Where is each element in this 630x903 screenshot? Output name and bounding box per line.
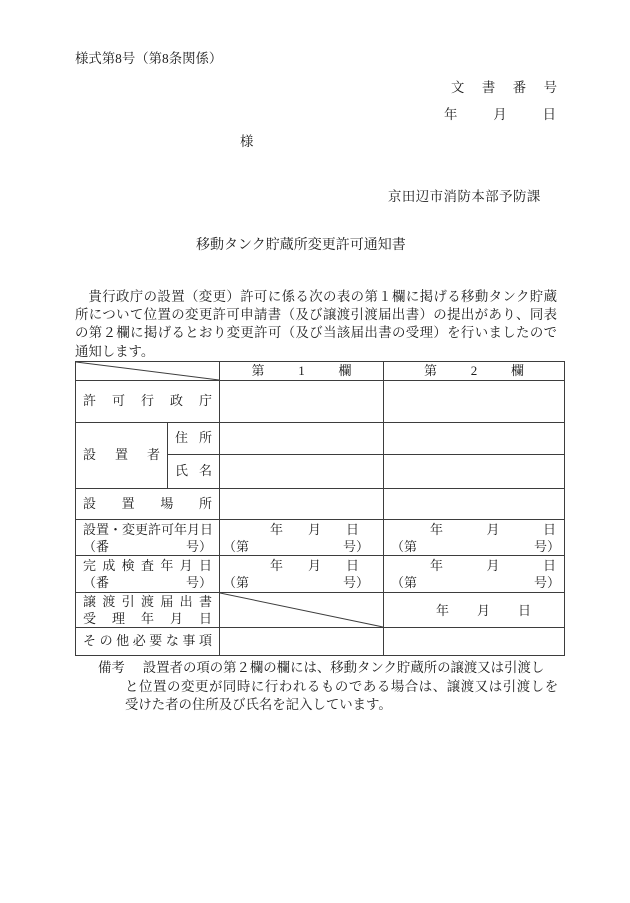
date-placeholder: 年 月 日 (270, 521, 359, 537)
header-corner-cell (76, 362, 220, 381)
permit-date-col1-cell (220, 520, 384, 556)
inspection-date-number-label (83, 574, 212, 591)
paren-close: 号） (342, 575, 369, 590)
other-items-col1-cell (220, 628, 384, 656)
number-placeholder (220, 574, 383, 591)
remark-label: 備考 (98, 660, 125, 675)
remark-line: と位置の変更が同時に行われるものである場合は、譲渡又は引渡しを (125, 678, 559, 694)
paren-close: 号） (185, 538, 212, 554)
row-label-permit-authority (76, 381, 220, 423)
installer-address-col2-cell (384, 423, 565, 455)
paren-close: 号） (533, 538, 560, 554)
permit-authority-label: 許 可 行 政 庁 (83, 393, 212, 409)
row-label-permit-date (76, 520, 220, 556)
transfer-receipt-label-line1: 譲 渡 引 渡 届 出 書 (83, 594, 212, 609)
doc-date-line: 年 月 日 (444, 107, 556, 122)
paren-close: 号） (185, 575, 212, 590)
diagonal-line (76, 362, 219, 380)
paren-close: 号） (342, 538, 369, 554)
row-label-inspection-date (76, 556, 220, 593)
remark-text: 設置者の項の第２欄の欄には、移動タンク貯蔵所の譲渡又は引渡し (142, 660, 545, 675)
permit-date-label: 設置・変更許可年月日 (83, 521, 214, 537)
inspection-date-label: 完 成 検 査 年 月 日 (83, 558, 212, 573)
location-col2-cell (384, 489, 565, 520)
permit-authority-col1-cell (220, 381, 384, 423)
date-placeholder: 年 月 日 (430, 558, 556, 573)
inspection-date-col2-cell (384, 556, 565, 593)
paren-open: （番 (83, 575, 110, 590)
permit-date-number-label (83, 538, 212, 555)
paren-open: （第 (391, 538, 418, 554)
row-label-other-items (76, 628, 220, 656)
row-label-installer (76, 423, 168, 489)
inspection-date-col1-cell (220, 556, 384, 593)
notification-table (75, 361, 565, 656)
permit-authority-col2-cell (384, 381, 565, 423)
remark-note (98, 659, 559, 715)
body-line: 貴行政庁の設置（変更）許可に係る次の表の第１欄に掲げる移動タンク貯蔵 (88, 289, 557, 304)
row-label-transfer-receipt (76, 593, 220, 628)
installer-name-col2-cell (384, 455, 565, 489)
row-label-installer-name (168, 455, 220, 489)
location-label: 設 置 場 所 (83, 495, 212, 511)
header-col2-label: 第 2 欄 (424, 362, 524, 378)
date-placeholder: 年 月 日 (270, 558, 359, 573)
date-placeholder: 年 月 日 (436, 602, 531, 618)
installer-address-col1-cell (220, 423, 384, 455)
installer-address-label: 住 所 (175, 430, 212, 446)
transfer-receipt-label-line2: 受 理 年 月 日 (83, 611, 212, 626)
number-placeholder (384, 538, 564, 555)
transfer-receipt-col1-cell (220, 593, 384, 628)
installer-label: 設 置 者 (83, 447, 160, 463)
addressee-honorific: 様 (240, 134, 254, 149)
body-line: 所について位置の変更許可申請書（及び譲渡引渡届出書）の提出があり、同表 (75, 307, 557, 323)
row-label-location (76, 489, 220, 520)
date-placeholder: 年 月 日 (430, 521, 556, 537)
table-header-col2 (384, 362, 565, 381)
body-paragraph (75, 288, 557, 361)
permit-date-col2-cell (384, 520, 565, 556)
table-header-col1 (220, 362, 384, 381)
paren-open: （第 (223, 575, 250, 590)
number-placeholder (384, 574, 564, 591)
installer-name-col1-cell (220, 455, 384, 489)
remark-line: 受けた者の住所及び氏名を記入しています。 (125, 697, 392, 712)
installer-name-label: 氏 名 (175, 463, 212, 479)
remark-line (98, 659, 559, 678)
body-line: 通知します。 (75, 343, 155, 359)
paren-close: 号） (533, 575, 560, 590)
body-line: の第２欄に掲げるとおり変更許可（及び当該届出書の受理）を行いましたので (75, 325, 557, 341)
document-title: 移動タンク貯蔵所変更許可通知書 (196, 238, 406, 253)
form-number: 様式第8号（第8条関係） (75, 51, 223, 66)
doc-number-label: 文 書 番 号 (451, 80, 557, 95)
paren-open: （番 (83, 538, 110, 554)
transfer-receipt-col2-cell (384, 593, 565, 628)
number-placeholder (220, 538, 383, 555)
header-col1-label: 第 1 欄 (251, 362, 352, 378)
issuer-name: 京田辺市消防本部予防課 (388, 189, 541, 204)
other-items-label: そ の 他 必 要 な 事 項 (83, 633, 212, 649)
location-col1-cell (220, 489, 384, 520)
row-label-installer-address (168, 423, 220, 455)
diagonal-line (220, 593, 383, 627)
other-items-col2-cell (384, 628, 565, 656)
paren-open: （第 (391, 575, 418, 590)
paren-open: （第 (223, 538, 250, 554)
